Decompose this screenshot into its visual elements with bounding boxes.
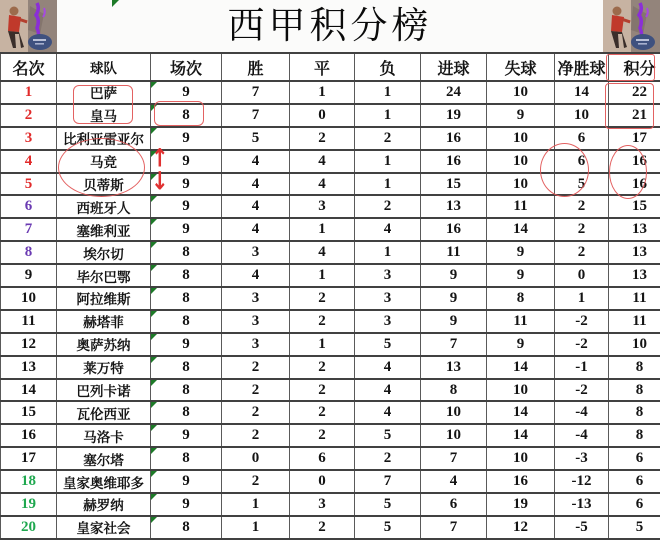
cell-draw[interactable]: 1 (290, 264, 355, 287)
cell-gf[interactable]: 6 (421, 493, 487, 516)
excel-cell-indicator-icon (112, 0, 119, 7)
header-team[interactable]: 球队 (57, 53, 151, 81)
cell-draw[interactable]: 1 (290, 333, 355, 356)
cell-gd[interactable]: -2 (555, 310, 609, 333)
cell-played[interactable]: 8 (151, 241, 222, 264)
cell-pts[interactable]: 13 (609, 264, 660, 287)
cell-loss[interactable]: 1 (355, 173, 421, 196)
cell-rank[interactable]: 20 (1, 516, 57, 539)
cell-rank[interactable]: 2 (1, 104, 57, 127)
cell-gd[interactable]: -4 (555, 424, 609, 447)
cell-gd[interactable]: 2 (555, 218, 609, 241)
cell-win[interactable]: 4 (222, 218, 290, 241)
cell-draw[interactable]: 0 (290, 470, 355, 493)
cell-played[interactable]: 8 (151, 447, 222, 470)
cell-gd[interactable]: 14 (555, 81, 609, 104)
cell-played[interactable]: 8 (151, 401, 222, 424)
cell-team[interactable]: 塞维利亚 (57, 218, 151, 241)
cell-played[interactable]: 9 (151, 81, 222, 104)
table-row (1, 379, 660, 402)
cell-win[interactable]: 5 (222, 127, 290, 150)
down-arrow-icon: ↓ (151, 168, 169, 194)
cell-ga[interactable]: 12 (487, 516, 555, 539)
cell-loss[interactable]: 4 (355, 218, 421, 241)
cell-loss[interactable]: 4 (355, 356, 421, 379)
cell-gd[interactable]: -5 (555, 516, 609, 539)
cell-team[interactable]: 皇家奥维耶多 (57, 470, 151, 493)
cell-draw[interactable]: 6 (290, 447, 355, 470)
cell-draw[interactable]: 2 (290, 310, 355, 333)
cell-draw[interactable]: 4 (290, 150, 355, 173)
cell-gd[interactable]: 6 (555, 150, 609, 173)
cell-ga[interactable]: 9 (487, 241, 555, 264)
table-row (1, 150, 660, 173)
table-row (1, 401, 660, 424)
table-row (1, 470, 660, 493)
header-rank[interactable]: 名次 (1, 53, 57, 81)
table-row (1, 173, 660, 196)
table-row (1, 241, 660, 264)
cell-loss[interactable]: 1 (355, 81, 421, 104)
cell-played[interactable]: 8 (151, 379, 222, 402)
cell-ga[interactable]: 14 (487, 356, 555, 379)
cell-team[interactable]: 阿拉维斯 (57, 287, 151, 310)
cell-played[interactable]: 9 (151, 127, 222, 150)
cell-loss[interactable]: 2 (355, 447, 421, 470)
cell-win[interactable]: 3 (222, 333, 290, 356)
cell-pts[interactable]: 8 (609, 379, 660, 402)
cell-gd[interactable]: 6 (555, 127, 609, 150)
cell-team[interactable]: 巴萨 (57, 81, 151, 104)
table-row (1, 447, 660, 470)
cell-gf[interactable]: 9 (421, 264, 487, 287)
cell-loss[interactable]: 4 (355, 379, 421, 402)
cell-gf[interactable]: 16 (421, 218, 487, 241)
cell-gd[interactable]: -13 (555, 493, 609, 516)
cell-gd[interactable]: 1 (555, 287, 609, 310)
table-row (1, 264, 660, 287)
cell-ga[interactable]: 10 (487, 447, 555, 470)
cell-gd[interactable]: 0 (555, 264, 609, 287)
cell-rank[interactable]: 7 (1, 218, 57, 241)
cell-team[interactable]: 埃尔切 (57, 241, 151, 264)
cell-team[interactable]: 西班牙人 (57, 195, 151, 218)
cell-gd[interactable]: -2 (555, 333, 609, 356)
cell-win[interactable]: 2 (222, 379, 290, 402)
cell-played[interactable]: 9 (151, 470, 222, 493)
cell-pts[interactable]: 11 (609, 310, 660, 333)
cell-pts[interactable]: 6 (609, 447, 660, 470)
page-title: 西甲积分榜 (57, 0, 603, 52)
cell-draw[interactable]: 3 (290, 493, 355, 516)
cell-rank[interactable]: 10 (1, 287, 57, 310)
cell-ga[interactable]: 11 (487, 195, 555, 218)
cell-played[interactable]: 9 (151, 218, 222, 241)
cell-loss[interactable]: 1 (355, 241, 421, 264)
cell-rank[interactable]: 6 (1, 195, 57, 218)
cell-played[interactable]: 8 (151, 310, 222, 333)
cell-ga[interactable]: 10 (487, 127, 555, 150)
cell-loss[interactable]: 3 (355, 287, 421, 310)
cell-rank[interactable]: 11 (1, 310, 57, 333)
cell-gf[interactable]: 9 (421, 287, 487, 310)
cell-gf[interactable]: 16 (421, 127, 487, 150)
cell-rank[interactable]: 18 (1, 470, 57, 493)
cell-win[interactable]: 1 (222, 516, 290, 539)
cell-played[interactable]: 8 (151, 264, 222, 287)
cell-draw[interactable]: 2 (290, 401, 355, 424)
cell-ga[interactable]: 9 (487, 333, 555, 356)
cell-draw[interactable]: 2 (290, 356, 355, 379)
cell-ga[interactable]: 10 (487, 81, 555, 104)
cell-gd[interactable]: -12 (555, 470, 609, 493)
cell-rank[interactable]: 4 (1, 150, 57, 173)
cell-loss[interactable]: 5 (355, 424, 421, 447)
cell-ga[interactable]: 10 (487, 379, 555, 402)
cell-team[interactable]: 马洛卡 (57, 424, 151, 447)
cell-loss[interactable]: 3 (355, 264, 421, 287)
cell-played[interactable]: 9 (151, 424, 222, 447)
cell-team[interactable]: 比利亚雷亚尔 (57, 127, 151, 150)
cell-draw[interactable]: 2 (290, 287, 355, 310)
cell-win[interactable]: 3 (222, 287, 290, 310)
cell-pts[interactable]: 6 (609, 493, 660, 516)
cell-pts[interactable]: 13 (609, 241, 660, 264)
cell-win[interactable]: 7 (222, 104, 290, 127)
cell-played[interactable]: 9 (151, 150, 222, 173)
cell-loss[interactable]: 2 (355, 127, 421, 150)
cell-rank[interactable]: 5 (1, 173, 57, 196)
cell-gf[interactable]: 8 (421, 379, 487, 402)
cell-gd[interactable]: 5 (555, 173, 609, 196)
cell-team[interactable]: 瓦伦西亚 (57, 401, 151, 424)
cell-ga[interactable]: 14 (487, 424, 555, 447)
up-arrow-icon: ↑ (151, 145, 169, 171)
cell-played[interactable]: 9 (151, 195, 222, 218)
cell-gd[interactable]: -4 (555, 401, 609, 424)
cell-pts[interactable]: 13 (609, 218, 660, 241)
cell-team[interactable]: 巴列卡诺 (57, 379, 151, 402)
cell-pts[interactable]: 5 (609, 516, 660, 539)
cell-loss[interactable]: 4 (355, 401, 421, 424)
cell-win[interactable]: 4 (222, 264, 290, 287)
cell-draw[interactable]: 0 (290, 104, 355, 127)
header-win[interactable]: 胜 (222, 53, 290, 81)
table-row (1, 127, 660, 150)
cell-gd[interactable]: -3 (555, 447, 609, 470)
cell-loss[interactable]: 5 (355, 516, 421, 539)
cell-played[interactable]: 9 (151, 493, 222, 516)
cell-ga[interactable]: 11 (487, 310, 555, 333)
cell-played[interactable]: 8 (151, 356, 222, 379)
table-row (1, 516, 660, 539)
cell-rank[interactable]: 13 (1, 356, 57, 379)
cell-ga[interactable]: 14 (487, 401, 555, 424)
cell-team[interactable]: 塞尔塔 (57, 447, 151, 470)
cell-gf[interactable]: 9 (421, 310, 487, 333)
cell-team[interactable]: 马竞 (57, 150, 151, 173)
cell-pts[interactable]: 22 (609, 81, 660, 104)
cell-team[interactable]: 赫罗纳 (57, 493, 151, 516)
cell-win[interactable]: 0 (222, 447, 290, 470)
cell-pts[interactable]: 16 (609, 173, 660, 196)
cell-gf[interactable]: 10 (421, 424, 487, 447)
cell-loss[interactable]: 2 (355, 195, 421, 218)
cell-ga[interactable]: 14 (487, 218, 555, 241)
cell-team[interactable]: 奥萨苏纳 (57, 333, 151, 356)
cell-rank[interactable]: 17 (1, 447, 57, 470)
cell-rank[interactable]: 9 (1, 264, 57, 287)
cell-loss[interactable]: 3 (355, 310, 421, 333)
cell-loss[interactable]: 5 (355, 333, 421, 356)
cell-pts[interactable]: 15 (609, 195, 660, 218)
cell-gf[interactable]: 24 (421, 81, 487, 104)
cell-win[interactable]: 3 (222, 241, 290, 264)
cell-gd[interactable]: -2 (555, 379, 609, 402)
header-row (1, 53, 660, 81)
header-played[interactable]: 场次 (151, 53, 222, 81)
cell-gf[interactable]: 10 (421, 401, 487, 424)
cell-win[interactable]: 2 (222, 356, 290, 379)
cell-rank[interactable]: 16 (1, 424, 57, 447)
cell-gf[interactable]: 7 (421, 447, 487, 470)
cell-ga[interactable]: 10 (487, 173, 555, 196)
cell-draw[interactable]: 2 (290, 516, 355, 539)
cell-win[interactable]: 4 (222, 150, 290, 173)
table-row (1, 81, 660, 104)
cell-rank[interactable]: 14 (1, 379, 57, 402)
cell-draw[interactable]: 4 (290, 173, 355, 196)
cell-ga[interactable]: 16 (487, 470, 555, 493)
cell-pts[interactable]: 8 (609, 356, 660, 379)
cell-ga[interactable]: 8 (487, 287, 555, 310)
title-bar (0, 0, 660, 52)
header-draw[interactable]: 平 (290, 53, 355, 81)
cell-played[interactable]: 9 (151, 333, 222, 356)
cell-gd[interactable]: 2 (555, 241, 609, 264)
cell-team[interactable]: 莱万特 (57, 356, 151, 379)
cell-played[interactable]: 8 (151, 104, 222, 127)
cell-draw[interactable]: 3 (290, 195, 355, 218)
cell-draw[interactable]: 4 (290, 241, 355, 264)
cell-team[interactable]: 毕尔巴鄂 (57, 264, 151, 287)
cell-draw[interactable]: 2 (290, 424, 355, 447)
table-row (1, 218, 660, 241)
cell-draw[interactable]: 1 (290, 218, 355, 241)
header-gf[interactable]: 进球 (421, 53, 487, 81)
cell-gf[interactable]: 16 (421, 150, 487, 173)
table-row (1, 287, 660, 310)
cell-loss[interactable]: 7 (355, 470, 421, 493)
cell-gf[interactable]: 13 (421, 356, 487, 379)
cell-gf[interactable]: 4 (421, 470, 487, 493)
cell-ga[interactable]: 10 (487, 150, 555, 173)
cell-gf[interactable]: 7 (421, 516, 487, 539)
cell-rank[interactable]: 3 (1, 127, 57, 150)
header-loss[interactable]: 负 (355, 53, 421, 81)
cell-gf[interactable]: 13 (421, 195, 487, 218)
cell-win[interactable]: 2 (222, 470, 290, 493)
cell-gd[interactable]: -1 (555, 356, 609, 379)
table-row (1, 195, 660, 218)
cell-win[interactable]: 4 (222, 195, 290, 218)
cell-win[interactable]: 3 (222, 310, 290, 333)
header-pts[interactable]: 积分 (609, 53, 660, 81)
cell-win[interactable]: 4 (222, 173, 290, 196)
table-row (1, 356, 660, 379)
cell-team[interactable]: 皇马 (57, 104, 151, 127)
table-row (1, 104, 660, 127)
cell-loss[interactable]: 5 (355, 493, 421, 516)
cell-rank[interactable]: 1 (1, 81, 57, 104)
table-row (1, 424, 660, 447)
cell-gf[interactable]: 19 (421, 104, 487, 127)
table-tennis-photo-right (603, 0, 660, 52)
cell-ga[interactable]: 19 (487, 493, 555, 516)
cell-gd[interactable]: 10 (555, 104, 609, 127)
standings-table (0, 52, 660, 540)
cell-rank[interactable]: 15 (1, 401, 57, 424)
cell-ga[interactable]: 9 (487, 264, 555, 287)
cell-played[interactable]: 9 (151, 173, 222, 196)
cell-win[interactable]: 2 (222, 424, 290, 447)
cell-pts[interactable]: 8 (609, 424, 660, 447)
cell-gf[interactable]: 15 (421, 173, 487, 196)
cell-played[interactable]: 8 (151, 516, 222, 539)
cell-pts[interactable]: 8 (609, 401, 660, 424)
cell-gd[interactable]: 2 (555, 195, 609, 218)
cell-pts[interactable]: 11 (609, 287, 660, 310)
cell-rank[interactable]: 8 (1, 241, 57, 264)
cell-played[interactable]: 8 (151, 287, 222, 310)
cell-win[interactable]: 7 (222, 81, 290, 104)
cell-pts[interactable]: 16 (609, 150, 660, 173)
cell-team[interactable]: 皇家社会 (57, 516, 151, 539)
cell-pts[interactable]: 6 (609, 470, 660, 493)
cell-team[interactable]: 赫塔菲 (57, 310, 151, 333)
cell-win[interactable]: 2 (222, 401, 290, 424)
cell-draw[interactable]: 2 (290, 127, 355, 150)
cell-win[interactable]: 1 (222, 493, 290, 516)
table-row (1, 493, 660, 516)
header-ga[interactable]: 失球 (487, 53, 555, 81)
cell-team[interactable]: 贝蒂斯 (57, 173, 151, 196)
cell-ga[interactable]: 9 (487, 104, 555, 127)
cell-gf[interactable]: 7 (421, 333, 487, 356)
cell-loss[interactable]: 1 (355, 150, 421, 173)
cell-gf[interactable]: 11 (421, 241, 487, 264)
cell-pts[interactable]: 21 (609, 104, 660, 127)
cell-loss[interactable]: 1 (355, 104, 421, 127)
cell-pts[interactable]: 17 (609, 127, 660, 150)
cell-rank[interactable]: 19 (1, 493, 57, 516)
table-tennis-photo-left (0, 0, 57, 52)
cell-pts[interactable]: 10 (609, 333, 660, 356)
cell-draw[interactable]: 2 (290, 379, 355, 402)
header-gd[interactable]: 净胜球 (555, 53, 609, 81)
table-row (1, 310, 660, 333)
cell-draw[interactable]: 1 (290, 81, 355, 104)
cell-rank[interactable]: 12 (1, 333, 57, 356)
table-row (1, 333, 660, 356)
